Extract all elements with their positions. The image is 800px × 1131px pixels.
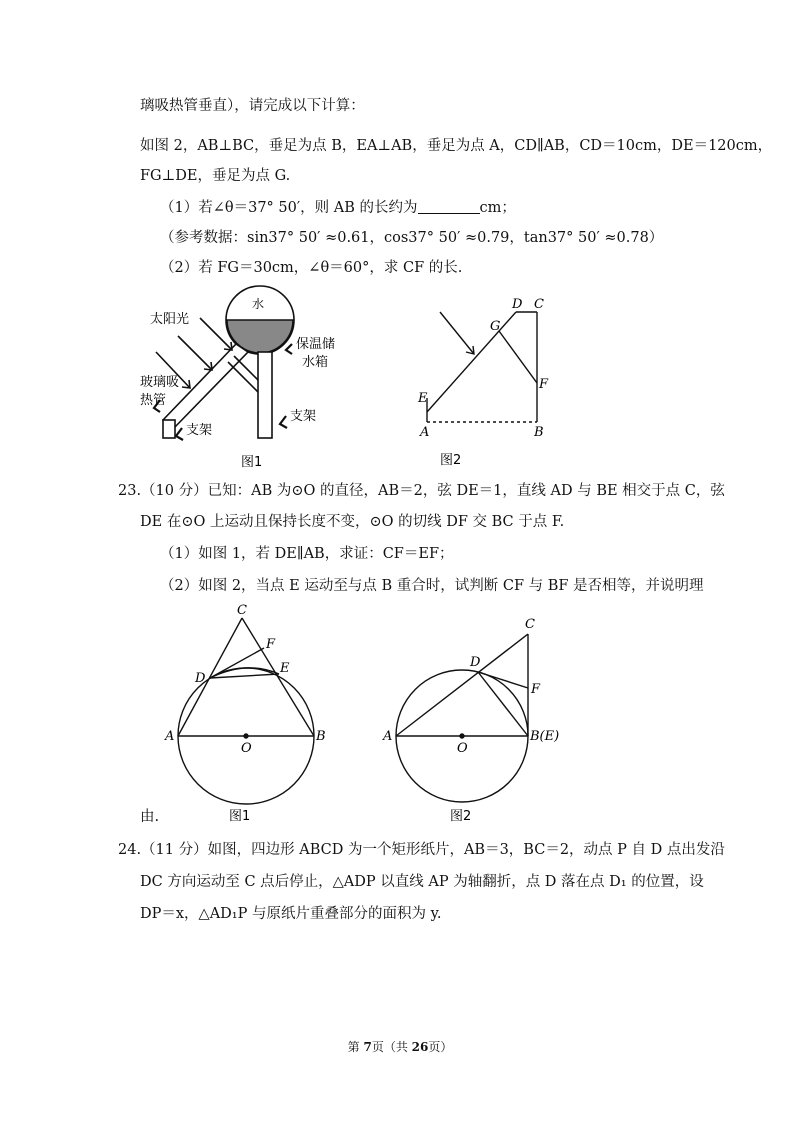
fig2-label-A: A: [420, 425, 430, 440]
p22-line1: 璃吸热管垂直），请完成以下计算：: [140, 98, 365, 114]
fig2-label-D: D: [512, 297, 523, 312]
line-BC-fig1: [242, 618, 314, 736]
fig1-right-stand-label: 支架: [290, 409, 317, 424]
chord-DE-fig1: [210, 674, 279, 678]
fig1-sunlight-label: 太阳光: [150, 312, 190, 327]
p22-part1-text: （1）若∠θ＝37° 50′，则 AB 的长约为: [160, 200, 418, 216]
figure4-circle: [396, 634, 528, 802]
fig1-water-label: 水: [252, 297, 265, 311]
center-dot-fig1: [244, 734, 248, 738]
fig3-label-C: C: [237, 603, 247, 618]
p22-part1-unit: cm；: [479, 200, 516, 216]
center-dot-fig2: [460, 734, 464, 738]
p23-part2: （2）如图 2，当点 E 运动至与点 B 重合时，试判断 CF 与 BF 是否相等，并说明理: [160, 578, 704, 594]
fig2-label-C: C: [534, 297, 544, 312]
fig4-label-C: C: [525, 617, 535, 632]
p22-reference: （参考数据：sin37° 50′ ≈0.61，cos37° 50′ ≈0.79，tan37° 50′ ≈0.78）: [160, 230, 664, 246]
footer-total-pages: 26: [411, 1040, 429, 1054]
fig3-label-B: B: [316, 729, 326, 744]
fig3-label-D: D: [195, 671, 206, 686]
fig1-tank-label-1: 保温储: [296, 337, 336, 352]
page-footer: [0, 1038, 800, 1055]
fig3-label-E: E: [280, 661, 290, 676]
p23-part1: （1）如图 1，若 DE∥AB，求证：CF＝EF；: [160, 546, 454, 562]
fig4-label-A: A: [383, 729, 393, 744]
fig2-label-F: F: [539, 377, 549, 392]
fig3-caption: 图1: [229, 809, 251, 824]
p22-line3: FG⊥DE，垂足为点 G.: [140, 168, 291, 184]
fig1-tube-label-1: 玻璃吸: [140, 375, 180, 390]
fig3-label-O: O: [241, 741, 252, 756]
p24-line3: DP＝x，△AD₁P 与原纸片重叠部分的面积为 y.: [140, 906, 442, 922]
fig2-label-G: G: [490, 319, 501, 334]
fig2-caption: 图2: [440, 453, 462, 468]
p23-line1: 23.（10 分）已知：AB 为⊙O 的直径，AB＝2，弦 DE＝1，直线 AD 与 BE 相交于点 C，弦: [118, 483, 725, 499]
p24-line2: DC 方向运动至 C 点后停止，△ADP 以直线 AP 为轴翻折，点 D 落在点 D₁ 的位置，设: [140, 874, 704, 890]
tangent-DF-fig2: [478, 672, 528, 688]
footer-pre: 第: [347, 1040, 364, 1054]
fig1-left-stand-label: 支架: [186, 423, 213, 438]
footer-mid: 页（共: [371, 1040, 412, 1054]
fig3-label-A: A: [165, 729, 175, 744]
fig4-label-F: F: [531, 682, 541, 697]
fig2-label-E: E: [418, 391, 428, 406]
line-AC-fig2: [396, 634, 528, 736]
p23-tail: 由.: [140, 809, 160, 825]
fig1-tube-label-2: 热管: [140, 393, 167, 408]
fig4-label-B: B(E): [530, 729, 560, 744]
fig3-label-F: F: [266, 637, 276, 652]
p24-line1: 24.（11 分）如图，四边形 ABCD 为一个矩形纸片，AB＝3，BC＝2，动点 P 自 D 点出发沿: [118, 842, 725, 858]
fig2-label-B: B: [534, 425, 544, 440]
footer-page-number: 7: [363, 1040, 372, 1054]
p23-line2: DE 在⊙O 上运动且保持长度不变，⊙O 的切线 DF 交 BC 于点 F.: [140, 514, 565, 530]
figure3-circle: [178, 618, 314, 804]
footer-post: 页）: [428, 1040, 453, 1054]
p22-part2: （2）若 FG＝30cm，∠θ＝60°，求 CF 的长.: [160, 260, 463, 276]
p22-line2: 如图 2，AB⊥BC，垂足为点 B，EA⊥AB，垂足为点 A，CD∥AB，CD＝10cm，DE＝120cm，: [140, 138, 773, 154]
fig1-caption: 图1: [241, 455, 263, 470]
fig4-label-O: O: [457, 741, 468, 756]
fig4-caption: 图2: [450, 809, 472, 824]
fig4-label-D: D: [470, 655, 481, 670]
fig1-tank-label-2: 水箱: [302, 355, 329, 370]
